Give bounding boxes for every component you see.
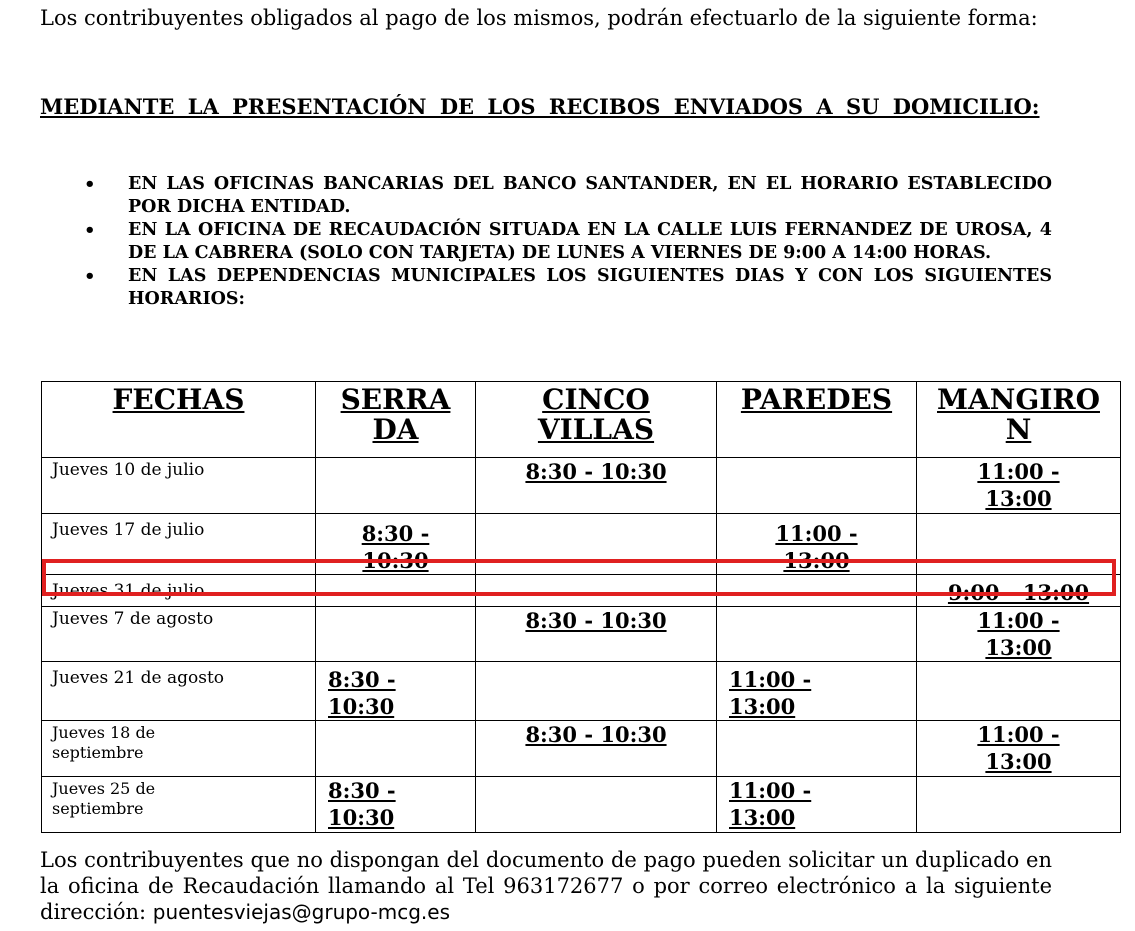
date-cell: Jueves 18 de septiembre	[42, 721, 316, 777]
serrada-cell	[316, 607, 476, 662]
paredes-cell: 11:00 - 13:00	[717, 514, 917, 575]
paredes-cell	[717, 607, 917, 662]
serrada-cell	[316, 721, 476, 777]
bullet-icon: •	[84, 220, 96, 241]
mangiron-cell: 9:00 - 13:00	[917, 575, 1121, 607]
date-cell: Jueves 21 de agosto	[42, 662, 316, 721]
header-mangiron: MANGIRON	[917, 382, 1121, 458]
schedule-table	[41, 381, 1121, 833]
bullet-icon: •	[84, 174, 96, 195]
table-row-highlighted	[42, 575, 1121, 607]
cinco-villas-cell	[476, 575, 717, 607]
paredes-cell	[717, 458, 917, 514]
table-row	[42, 777, 1121, 833]
header-serrada: SERRADA	[316, 382, 476, 458]
table-row	[42, 458, 1121, 514]
header-fechas: FECHAS	[42, 382, 316, 458]
date-cell: Jueves 31 de julio	[42, 575, 316, 607]
table-row	[42, 514, 1121, 575]
list-item	[84, 265, 1052, 311]
serrada-cell: 8:30 - 10:30	[316, 514, 476, 575]
cinco-villas-cell	[476, 514, 717, 575]
list-item	[84, 219, 1052, 265]
footer-text: Los contribuyentes que no dispongan del documento de pago pueden solicitar un duplicado en la oficina de Recaudación llamando al Tel 963172677 o por correo electrónico a la siguiente dirección:	[40, 848, 1052, 924]
serrada-cell: 8:30 - 10:30	[316, 777, 476, 833]
date-cell: Jueves 17 de julio	[42, 514, 316, 575]
table-row	[42, 662, 1121, 721]
email-address: puentesviejas@grupo-mcg.es	[152, 900, 451, 924]
mangiron-cell: 11:00 - 13:00	[917, 607, 1121, 662]
paredes-cell	[717, 575, 917, 607]
mangiron-cell: 11:00 - 13:00	[917, 721, 1121, 777]
paredes-cell: 11:00 - 13:00	[717, 777, 917, 833]
list-item-text: EN LA OFICINA DE RECAUDACIÓN SITUADA EN LA CALLE LUIS FERNANDEZ DE UROSA, 4 DE LA CABRERA (SOLO CON TARJETA) DE LUNES A VIERNES DE 9:00 A 14:00 HORAS.	[128, 220, 1052, 263]
date-cell: Jueves 25 de septiembre	[42, 777, 316, 833]
footer-paragraph	[40, 847, 1052, 925]
payment-methods-list	[84, 173, 1052, 311]
header-cinco-villas: CINCO VILLAS	[476, 382, 717, 458]
mangiron-cell	[917, 777, 1121, 833]
mangiron-cell	[917, 662, 1121, 721]
cinco-villas-cell: 8:30 - 10:30	[476, 721, 717, 777]
section-heading: MEDIANTE LA PRESENTACIÓN DE LOS RECIBOS ENVIADOS A SU DOMICILIO:	[40, 94, 1040, 119]
bullet-icon: •	[84, 266, 96, 287]
cinco-villas-cell	[476, 662, 717, 721]
cinco-villas-cell	[476, 777, 717, 833]
paredes-cell: 11:00 - 13:00	[717, 662, 917, 721]
serrada-cell: 8:30 - 10:30	[316, 662, 476, 721]
table-header-row	[42, 382, 1121, 458]
list-item-text: EN LAS DEPENDENCIAS MUNICIPALES LOS SIGUIENTES DIAS Y CON LOS SIGUIENTES HORARIOS:	[128, 266, 1052, 309]
intro-paragraph: Los contribuyentes obligados al pago de los mismos, podrán efectuarlo de la siguiente forma:	[40, 6, 1038, 30]
mangiron-cell: 11:00 - 13:00	[917, 458, 1121, 514]
mangiron-cell	[917, 514, 1121, 575]
list-item-text: EN LAS OFICINAS BANCARIAS DEL BANCO SANTANDER, EN EL HORARIO ESTABLECIDO POR DICHA ENTIDAD.	[128, 174, 1052, 217]
date-cell: Jueves 7 de agosto	[42, 607, 316, 662]
paredes-cell	[717, 721, 917, 777]
list-item	[84, 173, 1052, 219]
cinco-villas-cell: 8:30 - 10:30	[476, 458, 717, 514]
cinco-villas-cell: 8:30 - 10:30	[476, 607, 717, 662]
date-cell: Jueves 10 de julio	[42, 458, 316, 514]
serrada-cell	[316, 458, 476, 514]
header-paredes: PAREDES	[717, 382, 917, 458]
serrada-cell	[316, 575, 476, 607]
table-row	[42, 721, 1121, 777]
table-row	[42, 607, 1121, 662]
